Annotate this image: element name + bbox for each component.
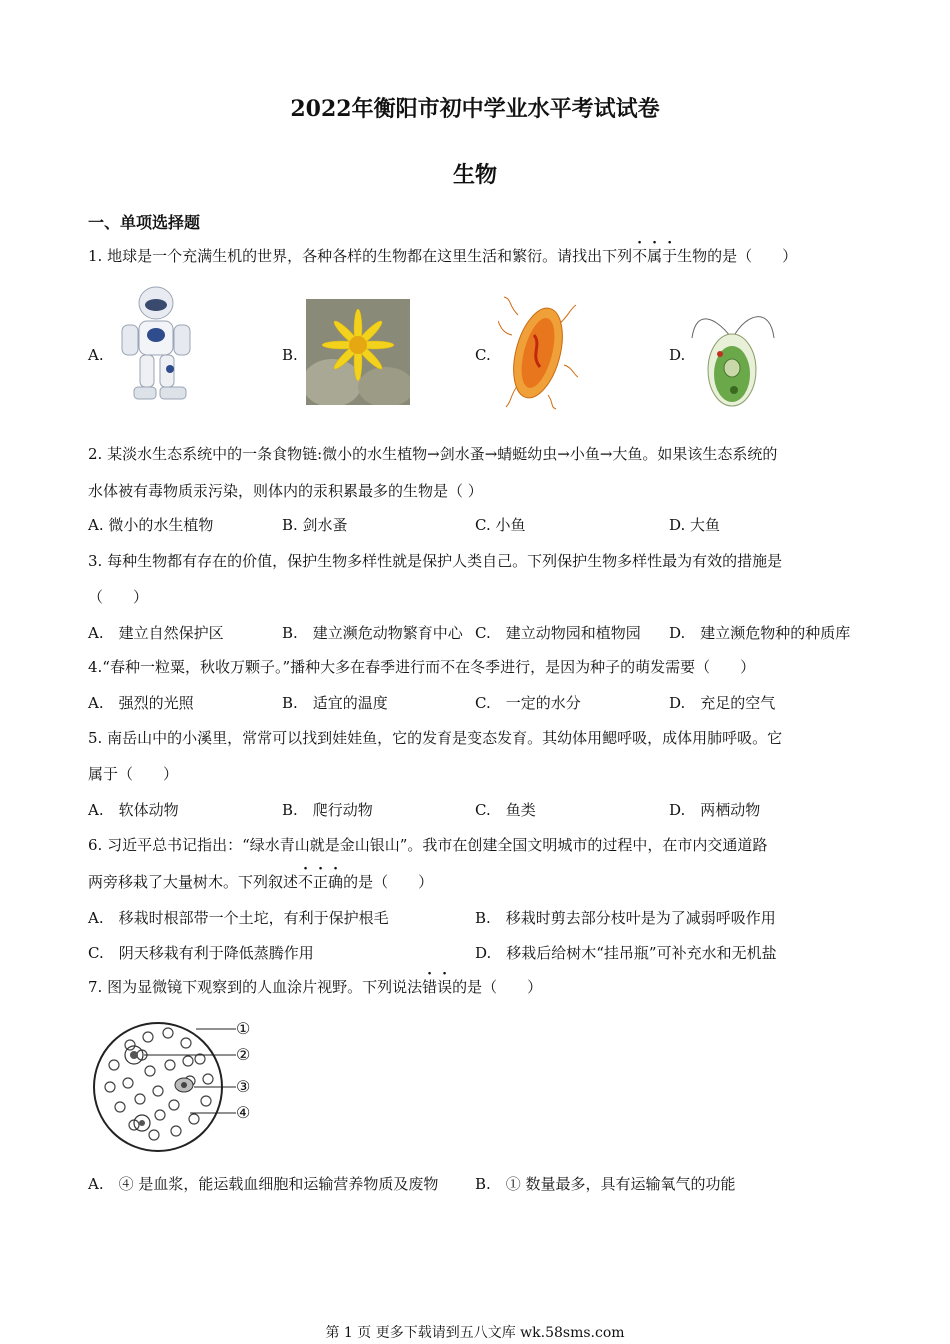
page-footer: 第 1 页 更多下载请到五八文库 wk.58sms.com <box>325 1325 625 1341</box>
question-5-line-2: 属于（ ） <box>88 765 179 783</box>
marker-3: ③ <box>236 1077 251 1096</box>
question-4-line-1: 4.“春种一粒粟，秋收万颗子。”播种大多在春季进行而不在冬季进行，是因为种子的萌发需要（ ） <box>88 658 756 676</box>
q6-option-b: B. 移栽时剪去部分枝叶是为了减弱呼吸作用 <box>475 909 776 927</box>
emphasis-char: 正 <box>313 873 329 891</box>
question-2-line-1: 2. 某淡水生态系统中的一条食物链:微小的水生植物→剑水蚤→蜻蜓幼虫→小鱼→大鱼。如果该生态系统的 <box>88 445 778 463</box>
emphasis-char: 于 <box>662 247 678 265</box>
option-label-c: C. <box>475 346 491 364</box>
bacterium-image <box>498 295 578 410</box>
question-2-line-2: 水体被有毒物质汞污染，则体内的汞积累最多的生物是（ ） <box>88 482 483 500</box>
blood-smear-diagram <box>90 1015 270 1160</box>
marker-1: ① <box>236 1019 251 1038</box>
q6-option-a: A. 移栽时根部带一个土坨，有利于保护根毛 <box>88 909 389 927</box>
q7-option-a: A. ④ 是血浆，能运载血细胞和运输营养物质及废物 <box>88 1175 439 1193</box>
q3-option-c: C. 建立动物园和植物园 <box>475 624 641 642</box>
question-5-line-1: 5. 南岳山中的小溪里，常常可以找到娃娃鱼，它的发育是变态发育。其幼体用鳃呼吸，成体用肺呼吸。它 <box>88 729 783 747</box>
question-7 <box>88 977 542 997</box>
q4-option-d: D. 充足的空气 <box>669 694 776 712</box>
option-label-b: B. <box>282 346 298 364</box>
question-3-line-2: （ ） <box>88 588 149 606</box>
q2-option-d: D. 大鱼 <box>669 516 721 534</box>
q4-option-b: B. 适宜的温度 <box>282 694 388 712</box>
option-label-a: A. <box>88 346 104 364</box>
question-6-line-1: 6. 习近平总书记指出：“绿水青山就是金山银山”。我市在创建全国文明城市的过程中，在市内交通道路 <box>88 836 768 854</box>
question-6-text: 两旁移栽了大量树木。下列叙述 <box>88 873 299 891</box>
q5-option-b: B. 爬行动物 <box>282 801 373 819</box>
q2-option-b: B. 剑水蚤 <box>282 516 348 534</box>
emphasis-char: 不 <box>632 247 648 265</box>
marker-4: ④ <box>236 1103 251 1122</box>
q2-option-c: C. 小鱼 <box>475 516 526 534</box>
q3-option-b: B. 建立濒危动物繁育中心 <box>282 624 463 642</box>
q5-option-a: A. 软体动物 <box>88 801 179 819</box>
subject-title: 生物 <box>452 162 497 188</box>
q3-option-d: D. 建立濒危物种的种质库 <box>669 624 851 642</box>
question-3-line-1: 3. 每种生物都有存在的价值，保护生物多样性就是保护人类自己。下列保护生物多样性最为有效的措施是 <box>88 552 783 570</box>
exam-title: 2022年衡阳市初中学业水平考试试卷 <box>290 96 660 122</box>
question-1 <box>88 246 797 266</box>
q3-option-a: A. 建立自然保护区 <box>88 624 224 642</box>
emphasis-char: 错 <box>422 978 438 996</box>
q5-option-d: D. 两栖动物 <box>669 801 761 819</box>
marker-2: ② <box>236 1045 251 1064</box>
question-6-line-2 <box>88 872 433 892</box>
q4-option-c: C. 一定的水分 <box>475 694 581 712</box>
section-heading: 一、单项选择题 <box>88 213 201 232</box>
robot-image <box>110 283 200 405</box>
question-1-text: 1. 地球是一个充满生机的世界，各种各样的生物都在这里生活和繁衍。请找出下列 <box>88 247 633 265</box>
emphasis-char: 误 <box>437 978 453 996</box>
question-6-tail: 的是（ ） <box>343 873 434 891</box>
q2-option-a: A. 微小的水生植物 <box>88 516 214 534</box>
emphasis-char: 不 <box>298 873 314 891</box>
chlamydomonas-image <box>686 298 780 410</box>
question-7-text: 7. 图为显微镜下观察到的人血涂片视野。下列说法 <box>88 978 423 996</box>
q6-option-c: C. 阴天移栽有利于降低蒸腾作用 <box>88 944 314 962</box>
q6-option-d: D. 移栽后给树木“挂吊瓶”可补充水和无机盐 <box>475 944 777 962</box>
question-7-tail: 的是（ ） <box>452 978 543 996</box>
option-label-d: D. <box>669 346 686 364</box>
flower-image <box>306 299 410 405</box>
q4-option-a: A. 强烈的光照 <box>88 694 194 712</box>
q5-option-c: C. 鱼类 <box>475 801 536 819</box>
emphasis-char: 确 <box>328 873 344 891</box>
emphasis-char: 属 <box>647 247 663 265</box>
q7-option-b: B. ① 数量最多，具有运输氧气的功能 <box>475 1175 736 1193</box>
question-1-tail: 生物的是（ ） <box>677 247 798 265</box>
